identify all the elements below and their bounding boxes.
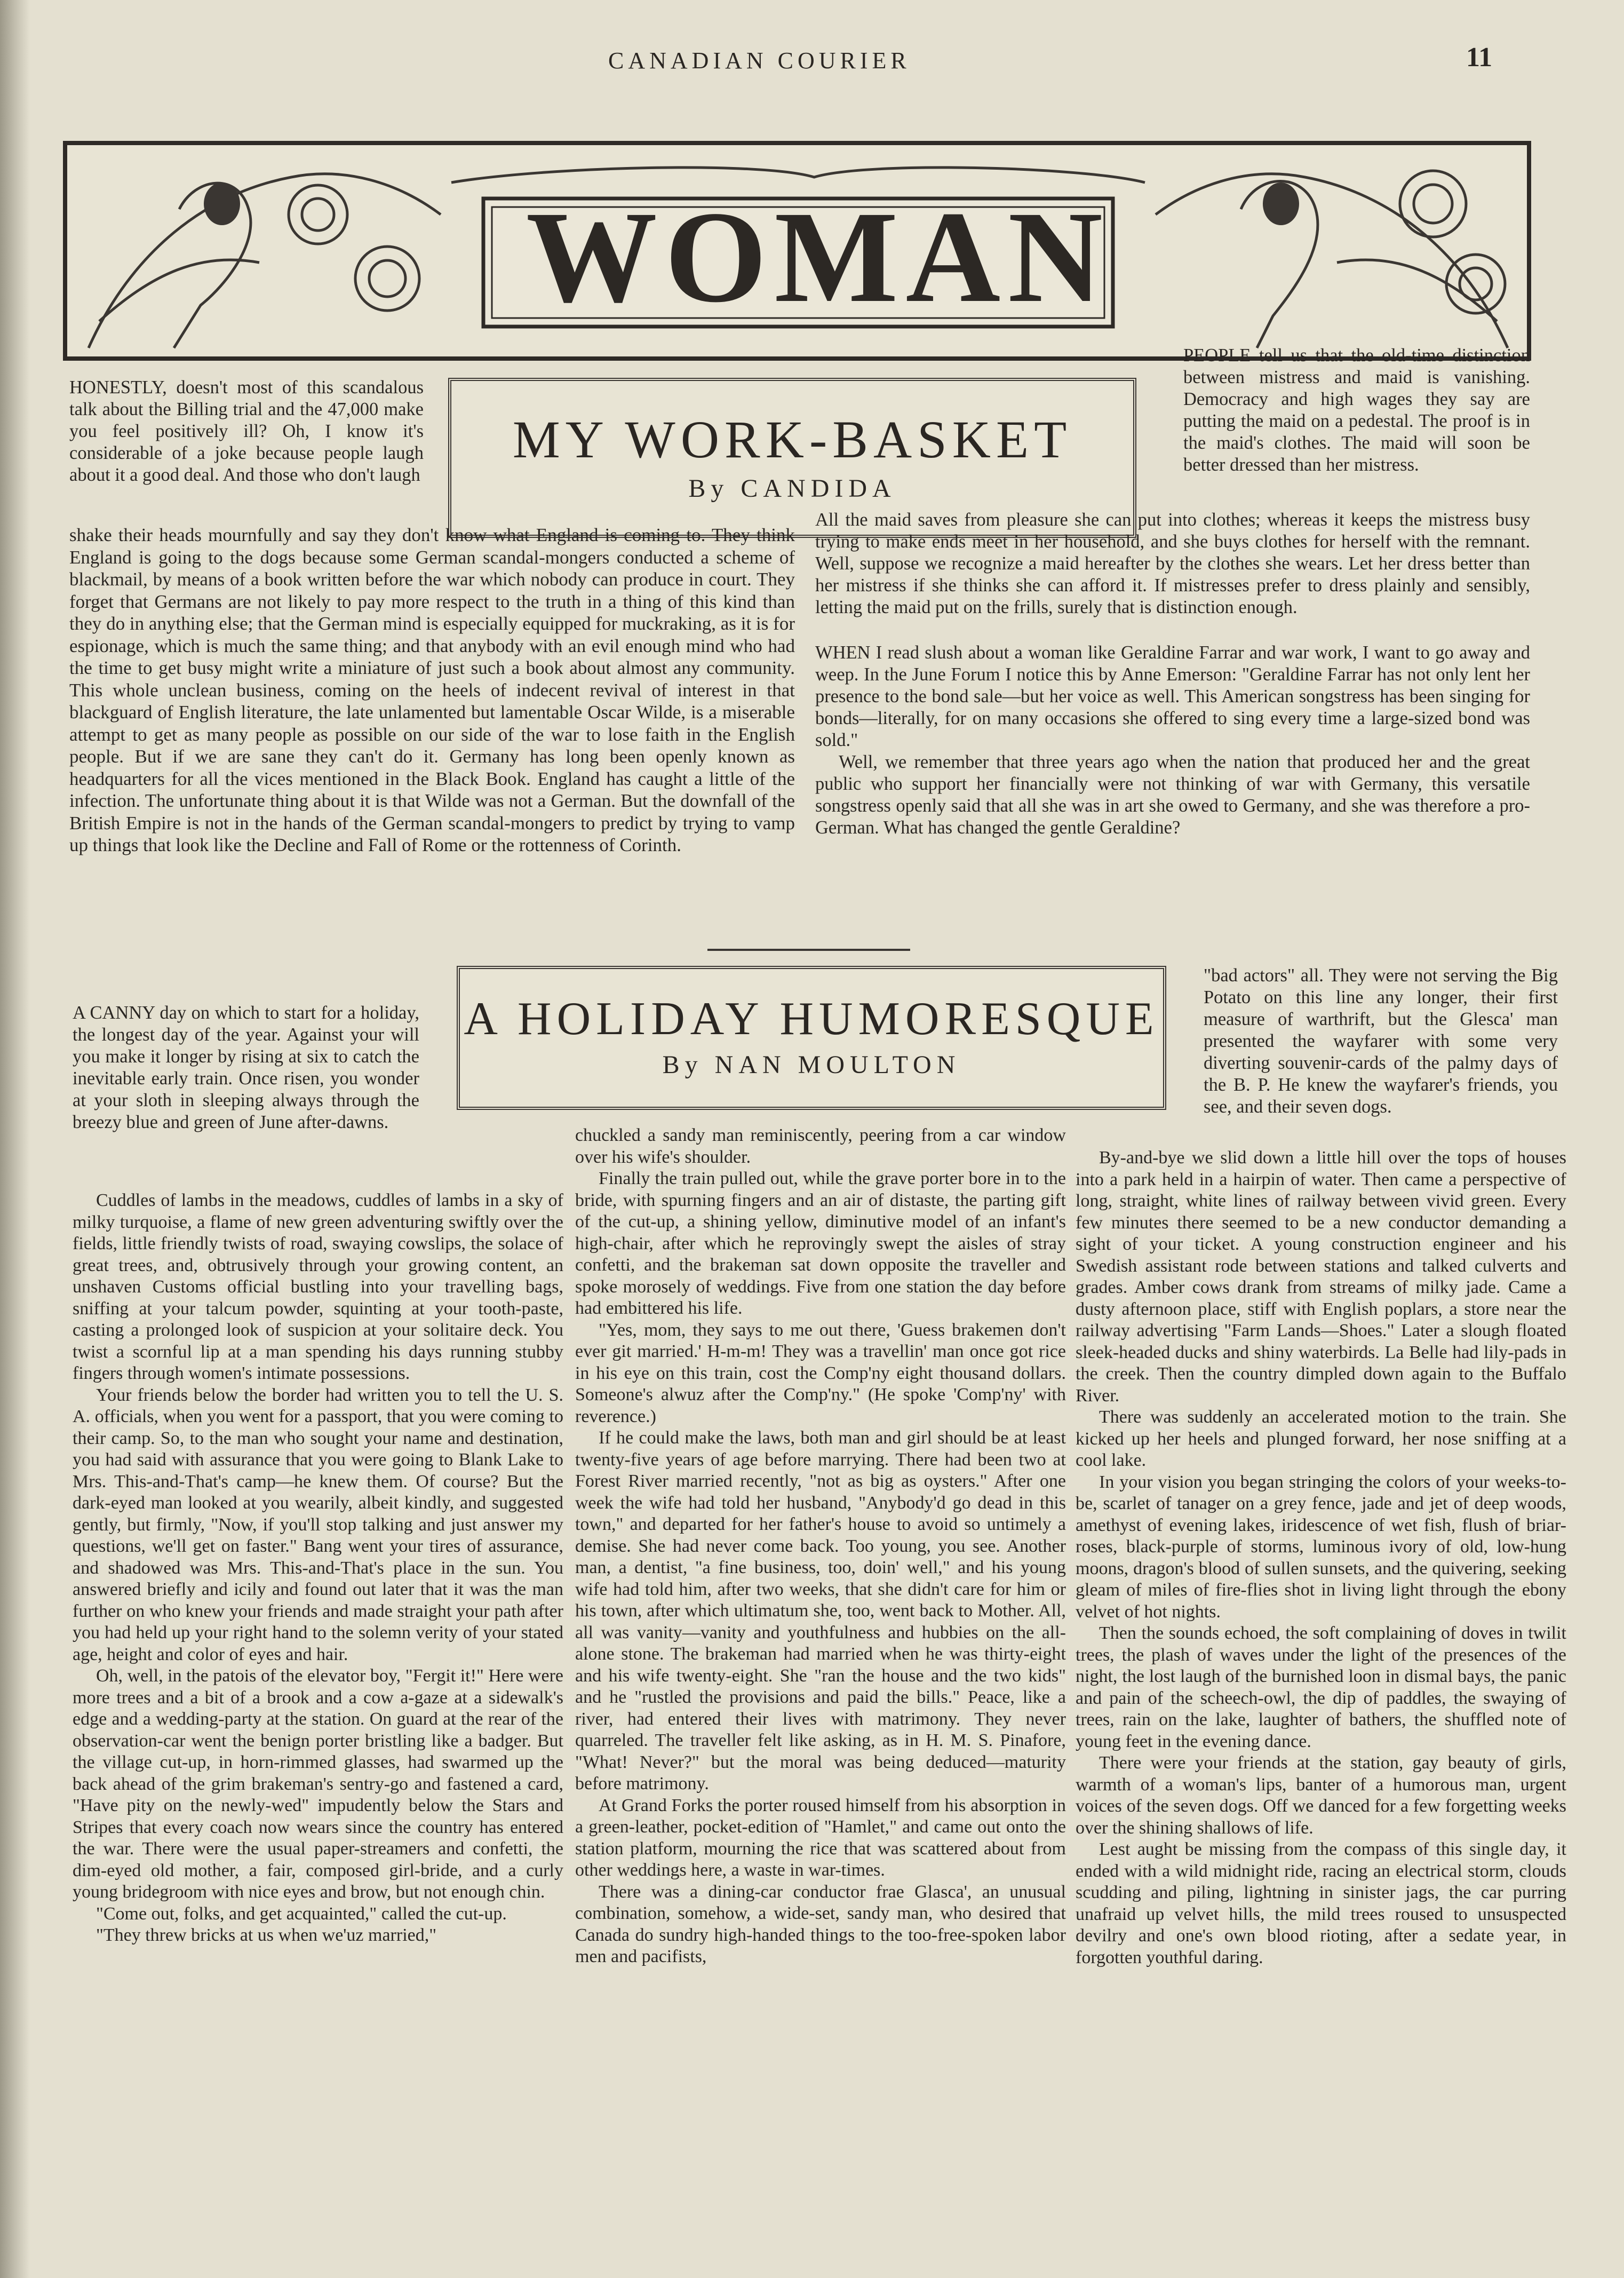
work-basket-byline: By CANDIDA xyxy=(688,474,896,503)
binding-gutter xyxy=(0,0,30,2278)
article-paragraph: Lest aught be missing from the compass of this single day, it ended with a wild midnight ride, racing an electrical storm, clouds scudding and piling, lightning in sinister jags, the car purring unafraid up velvet hills, the mild trees roused to unsuspected devilry and one's own blood rioting, after a sedate year, in forgotten youthful daring. xyxy=(1076,1839,1566,1967)
article-paragraph: In your vision you began stringing the colors of your weeks-to-be, scarlet of tanager on a grey fence, jade and jet of deep woods, amethyst of evening lakes, iridescence of wet fish, flush of briar-roses, black-purple of storms, luminous ivory of old, low-hung moons, dragon's blood of sullen sunsets, and the quivering, seeking gleam of miles of fire-flies shot in living light through the ebony velvet of hot nights. xyxy=(1076,1472,1566,1622)
article-paragraph: Finally the train pulled out, while the grave porter bore in to the bride, with spurning fingers and an air of distaste, the parting gift of the cut-up, a shining yellow, diminutive model of an infant's high-chair, after which he reprovingly swept the aisles of stray confetti, and the brakeman sat down opposite the traveller and spoke morosely of weddings. Five from one station the day before had embittered his life. xyxy=(575,1169,1066,1318)
article-paragraph: HONESTLY, doesn't most of this scandalous talk about the Billing trial and the 47,000 make you feel positively ill? Oh, I know it's considerable of a joke because people laugh about it a good deal. And those who don't laugh xyxy=(69,377,424,485)
humoresque-title-box xyxy=(457,966,1166,1110)
article-paragraph: If he could make the laws, both man and girl should be at least twenty-five years of age before marrying. There had been two at Forest River married recently, "not as big as oysters." After one week the wife had told her husband, "Anybody'd go dead in this town," and departed for her father's house to avoid so untimely a demise. She had never come back. Too young, you see. Another man, a dentist, "a fine business, too, doin' well," and his young wife had told him, after two weeks, that she didn't care for him or his town, after which ultimatum she, too, went back to Mother. All, all was vanity—vanity and youthfulness and hubbies on the all-alone stone. The brakeman had married when he was thirty-eight and his wife twenty-eight. She "ran the house and the two kids" and he "rustled the provisions and paid the bills." Peace, like a river, had entered their lives with matrimony. They never quarreled. The traveller felt like asking, as in H. M. S. Pinafore, "What! Never?" but the moral was being deduced—maturity before matrimony. xyxy=(575,1428,1066,1793)
woman-banner xyxy=(63,141,1531,361)
article-paragraph: PEOPLE tell us that the old-time distinction between mistress and maid is vanishing. Democracy and high wages they say are putting the maid on a pedestal. The proof is in the maid's clothes. The maid will soon be better dressed than her mistress. xyxy=(1183,345,1530,475)
humoresque-byline: By NAN MOULTON xyxy=(662,1051,961,1079)
article-paragraph: "Yes, mom, they says to me out there, 'Guess brakemen don't ever git married.' H-m-m! They was a travellin' man once got rice in his eye on this train, cost the Comp'ny eight thousand dollars. Someone's alwuz after the Comp'ny." (He spoke 'Comp'ny' with reverence.) xyxy=(575,1320,1066,1426)
article-paragraph: A CANNY day on which to start for a holiday, the longest day of the year. Against your will you make it longer by rising at six to catch the inevitable early train. Once risen, you wonder at your sloth in sleeping always through the breezy blue and green of June after-dawns. xyxy=(73,1003,419,1132)
article-paragraph: All the maid saves from pleasure she can put into clothes; whereas it keeps the mistress busy trying to make ends meet in her household, and she buys clothes for herself with the remnant. Well, suppose we recognize a maid hereafter by the clothes she wears. Let her dress better than her mistress if she thinks she can afford it. If mistresses prefer to dress plainly and sensibly, letting the maid put on the frills, surely that is distinction enough. xyxy=(815,510,1530,617)
humoresque-col1-top xyxy=(73,1002,419,1133)
work-basket-col1 xyxy=(69,377,424,486)
banner-title: WOMAN xyxy=(526,185,1110,330)
article-paragraph: By-and-bye we slid down a little hill over the tops of houses into a park held in a hairpin of water. Then came a perspective of long, straight, white lines of railway between vivid green. Every few minutes there seemed to be a new conductor demanding a sight of your ticket. A young construction engineer and his Swedish assistant rode between stations and talked culverts and grades. Amber cows drank from streams of milky jade. Came a dusty afternoon place, stiff with English poplars, a store near the railway advertising "Farm Lands—Shoes." Later a slough floated sleek-headed ducks and shiny waterbirds. La Belle had lily-pads in the creek. Then the country dimpled down again to the Buffalo River. xyxy=(1076,1148,1566,1406)
article-paragraph: Oh, well, in the patois of the elevator boy, "Fergit it!" Here were more trees and a bit of a brook and a cow a-gaze at a sidewalk's edge and a wedding-party at the station. On guard at the rear of the observation-car went the benign porter bristling like a badger. But the village cut-up, in horn-rimmed glasses, had swarmed up the back ahead of the grim brakeman's sentry-go and fastened a card, "Have pity on the newly-wed" impudently below the Stars and Stripes that every coach now wears since the country has entered the war. There were the usual paper-streamers and confetti, the dim-eyed old mother, a fair, composed girl-bride, and a curly young bridegroom with nice eyes and brow, but not enough chin. xyxy=(73,1666,563,1902)
article-paragraph: There were your friends at the station, gay beauty of girls, warmth of a woman's lips, banter of a humorous man, urgent voices of the seven dogs. Off we danced for a few forgetting weeks over the shining shallows of life. xyxy=(1076,1753,1566,1838)
article-paragraph: There was suddenly an accelerated motion to the train. She kicked up her heels and plunged forward, her nose sniffing at a cool lake. xyxy=(1076,1407,1566,1470)
article-paragraph: "Come out, folks, and get acquainted," called the cut-up. xyxy=(96,1903,507,1924)
article-paragraph: chuckled a sandy man reminiscently, peering from a car window over his wife's shoulder. xyxy=(575,1125,1066,1167)
section-divider xyxy=(707,949,910,951)
article-paragraph: shake their heads mournfully and say they don't know what England is coming to. They think England is going to the dogs because some German scandal-mongers conducted a scheme of blackmail, by means of a book written before the war which nobody can produce in court. They forget that Germans are not likely to pay more respect to the truth in a thing of this kind than they do in anything else; that the German mind is especially equipped for muckraking, as it is for espionage, which is much the same thing; and that anybody with an evil enough mind who had the time to get busy might write a miniature of just such a book about almost any community. This whole unclean business, coming on the heels of indecent revival of interest in that blackguard of English literature, the late unlamented but lamentable Oscar Wilde, is a miserable attempt to get as many people as possible on our side of the war to lose faith in the English people. But if we are sane they can't do it. Germany has long been openly known as headquarters for all the vices mentioned in the Black Book. England has caught a little of the infection. The unfortunate thing about it is that Wilde was not a German. But the downfall of the British Empire is not in the hands of the German scandal-mongers to predict by trying to vamp up things that look like the Decline and Fall of Rome or the rottenness of Corinth. xyxy=(69,525,795,855)
article-paragraph: At Grand Forks the porter roused himself from his absorption in a green-leather, pocket-edition of "Hamlet," and came out onto the station platform, mourning the rice that was scattered about from other weddings here, a waste in war-times. xyxy=(575,1795,1066,1880)
humoresque-col3 xyxy=(1076,1147,1566,1969)
running-head: CANADIAN COURIER xyxy=(608,47,911,74)
work-basket-title: MY WORK-BASKET xyxy=(512,410,1072,469)
humoresque-col2 xyxy=(575,1125,1066,1968)
work-basket-col3 xyxy=(1183,345,1530,476)
article-paragraph: There was a dining-car conductor frae Glasca', an unusual combination, somehow, a wide-set, sandy man, who desired that Canada do sundry high-handed things to the too-free-spoken labor men and pacifists, xyxy=(575,1882,1066,1966)
article-paragraph: Well, we remember that three years ago when the nation that produced her and the great public who support her financially were not thinking of war with Germany, this versatile songstress openly said that all she was in art she owed to Germany, and she was therefore a pro-German. What has changed the gentle Geraldine? xyxy=(815,752,1530,838)
article-paragraph: "bad actors" all. They were not serving the Big Potato on this line any longer, their first measure of warthrift, but the Glesca' man presented the wayfarer with some very diverting souvenir-cards of the palmy days of the B. P. He knew the wayfarer's friends, you see, and their seven dogs. xyxy=(1204,965,1558,1117)
article-paragraph: WHEN I read slush about a woman like Geraldine Farrar and war work, I want to go away and weep. In the June Forum I notice this by Anne Emerson: "Geraldine Farrar has not only lent her presence to the bond sale—but her voice as well. This American songstress has been singing for bonds—literally, for on many occasions she offered to sing every time a large-sized bond was sold." xyxy=(815,642,1530,750)
article-paragraph: Cuddles of lambs in the meadows, cuddles of lambs in a sky of milky turquoise, a flame of new green adventuring swiftly over the fields, little friendly twists of road, swaying cowslips, the solace of great trees, and, obtrusively through your growing content, an unshaven Customs official bustling into your travelling bags, sniffing at your talcum powder, squinting at your tooth-paste, casting a prolonged look of suspicion at your solitaire deck. You twist a scornful lip at a man spending his days running stubby fingers through women's intimate possessions. xyxy=(73,1190,563,1383)
article-paragraph: "They threw bricks at us when we'uz married," xyxy=(96,1925,437,1945)
article-paragraph: Then the sounds echoed, the soft complaining of doves in twilit trees, the plash of waves under the light of the presences of the night, the lost laugh of the burnished loon in dismal bays, the panic and pain of the scheech-owl, the dip of paddles, the swaying of trees, rain on the lake, laughter of bathers, the shuffled note of young feet in the evening dance. xyxy=(1076,1623,1566,1751)
work-basket-wide-text xyxy=(69,524,795,856)
humoresque-title: A HOLIDAY HUMORESQUE xyxy=(464,993,1159,1045)
page-number: 11 xyxy=(1466,42,1493,73)
humoresque-col3-top xyxy=(1204,965,1558,1118)
article-paragraph: Your friends below the border had written you to tell the U. S. A. officials, when you went for a passport, that you were coming to their camp. So, to the man who sought your name and destination, you had said with assurance that you were going to Blank Lake to Mrs. This-and-That's camp—he knew them. Of course? But the dark-eyed man looked at you wearily, albeit kindly, and suggested gently, but firmly, "Now, if you'll stop talking and just answer my questions, we'll get on faster." Bang went your tires of assurance, and shadowed was Mrs. This-and-That's place in the sun. You answered briefly and icily and found out later that it was the man further on who knew your friends and made straight your path after you had held up your right hand to the solemn verity of your stated age, height and color of eyes and hair. xyxy=(73,1385,563,1664)
humoresque-col1 xyxy=(73,1190,563,1947)
work-basket-right-text xyxy=(815,509,1530,839)
